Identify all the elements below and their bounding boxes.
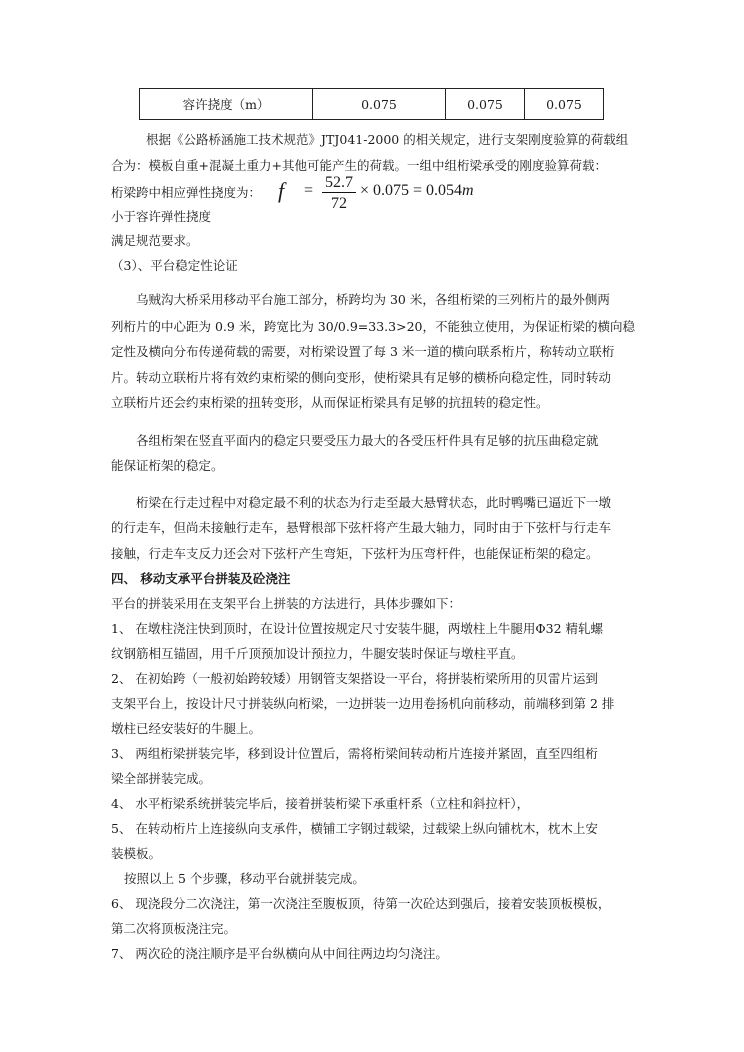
- paragraph-line: 按照以上 5 个步骤，移动平台就拼装完成。: [124, 871, 365, 886]
- paragraph-line: 满足规范要求。: [111, 233, 199, 248]
- paragraph-line: 支架平台上，按设计尺寸拼装纵向桁梁，一边拼装一边用卷扬机向前移动，前端移到第 2 排: [111, 696, 615, 711]
- table-value-cell: 0.075: [313, 89, 446, 120]
- paragraph-line: 接触，行走车支反力还会对下弦杆产生弯矩，下弦杆为压弯杆件，也能保证桁架的稳定。: [111, 546, 599, 561]
- list-item: 5、 在转动桁片上连接纵向支承件，横铺工字钢过载梁，过载梁上纵向铺枕木，枕木上安: [111, 821, 598, 836]
- formula-expression: × 0.075 = 0.054: [360, 182, 463, 199]
- formula-fraction: [322, 174, 356, 215]
- paragraph-line: 小于容许弹性挠度: [111, 209, 212, 224]
- list-item: 6、 现浇段分二次浇注，第一次浇注至腹板顶，待第一次砼达到强后，接着安装顶板模板，: [111, 896, 611, 911]
- formula-rest: [360, 182, 474, 200]
- section-heading: （3）、平台稳定性论证: [111, 258, 238, 273]
- table-value-cell: 0.075: [446, 89, 525, 120]
- paragraph-line: 定性及横向分布传递荷载的需要，对桁梁设置了每 3 米一道的横向联系桁片，称转动立联桁: [111, 344, 615, 359]
- table-value-cell: 0.075: [525, 89, 604, 120]
- paragraph-line: 乌贼沟大桥采用移动平台施工部分，桥跨均为 30 米，各组桁梁的三列桁片的最外侧两: [136, 292, 610, 307]
- paragraph-line: 各组桁架在竖直平面内的稳定只要受压力最大的各受压杆件具有足够的抗压曲稳定就: [136, 433, 599, 448]
- paragraph-line: 的行走车，但尚未接触行走车，悬臂根部下弦杆将产生最大轴力，同时由于下弦杆与行走车: [111, 520, 612, 535]
- paragraph-line: 能保证桁架的稳定。: [111, 458, 224, 473]
- formula-denominator: 72: [331, 195, 347, 212]
- formula-symbol: f: [278, 178, 285, 203]
- formula-equals: =: [304, 182, 314, 199]
- list-item: 7、 两次砼的浇注顺序是平台纵横向从中间往两边均匀浇注。: [111, 946, 448, 961]
- paragraph-line: 第二次将顶板浇注完。: [111, 921, 237, 936]
- list-item: 2、 在初始跨（一般初始跨较矮）用钢管支架搭设一平台，将拼装桁梁所用的贝雷片运到: [111, 671, 598, 686]
- table-row: [140, 89, 604, 120]
- formula-numerator: 52.7: [322, 174, 356, 193]
- paragraph-line: 装模板。: [111, 846, 162, 861]
- formula-unit: m: [462, 182, 474, 199]
- paragraph-line: 平台的拼装采用在支架平台上拼装的方法进行，具体步骤如下：: [111, 596, 462, 611]
- deflection-table: [139, 88, 604, 120]
- list-item: 4、 水平桁梁系统拼装完毕后，接着拼装桁梁下承重杆系（立柱和斜拉杆），: [111, 796, 530, 811]
- paragraph-line: 片。转动立联桁片将有效约束桁梁的侧向变形，使桁梁具有足够的横桥向稳定性，同时转动: [111, 370, 612, 385]
- list-item: 3、 两组桁梁拼装完毕，移到设计位置后，需将桁梁间转动桁片连接并紧固，直至四组桁: [111, 746, 598, 761]
- paragraph-line: 立联桁片还会约束桁梁的扭转变形，从而保证桁梁具有足够的抗扭转的稳定性。: [111, 395, 549, 410]
- section-heading: 四、 移动支承平台拼装及砼浇注: [111, 571, 291, 586]
- paragraph-line: 合为：模板自重+混凝土重力+其他可能产生的荷载。一组中组桁梁承受的刚度验算荷载：: [111, 158, 607, 173]
- table-label-cell: 容许挠度（m）: [140, 89, 313, 120]
- paragraph-line: 列桁片的中心距为 0.9 米，跨宽比为 30/0.9=33.3>20，不能独立使用，为保证桁梁的横向稳: [111, 319, 635, 334]
- paragraph-line: 墩柱已经安装好的牛腿上。: [111, 721, 262, 736]
- paragraph-line: 纹钢筋相互锚固，用千斤顶预加设计预拉力，牛腿安装时保证与墩柱平直。: [111, 646, 524, 661]
- list-item: 1、 在墩柱浇注快到顶时，在设计位置按规定尺寸安装牛腿，两墩柱上牛腿用Φ32 精轧螺: [111, 621, 604, 636]
- paragraph-line: 根据《公路桥涵施工技术规范》JTJ041-2000 的相关规定，进行支架刚度验算的荷载组: [146, 132, 629, 147]
- paragraph-line: 桁梁在行走过程中对稳定最不利的状态为行走至最大悬臂状态，此时鸭嘴已逼近下一墩: [136, 495, 612, 510]
- paragraph-line: 桁梁跨中相应弹性挠度为：: [111, 185, 262, 200]
- paragraph-line: 梁全部拼装完成。: [111, 771, 212, 786]
